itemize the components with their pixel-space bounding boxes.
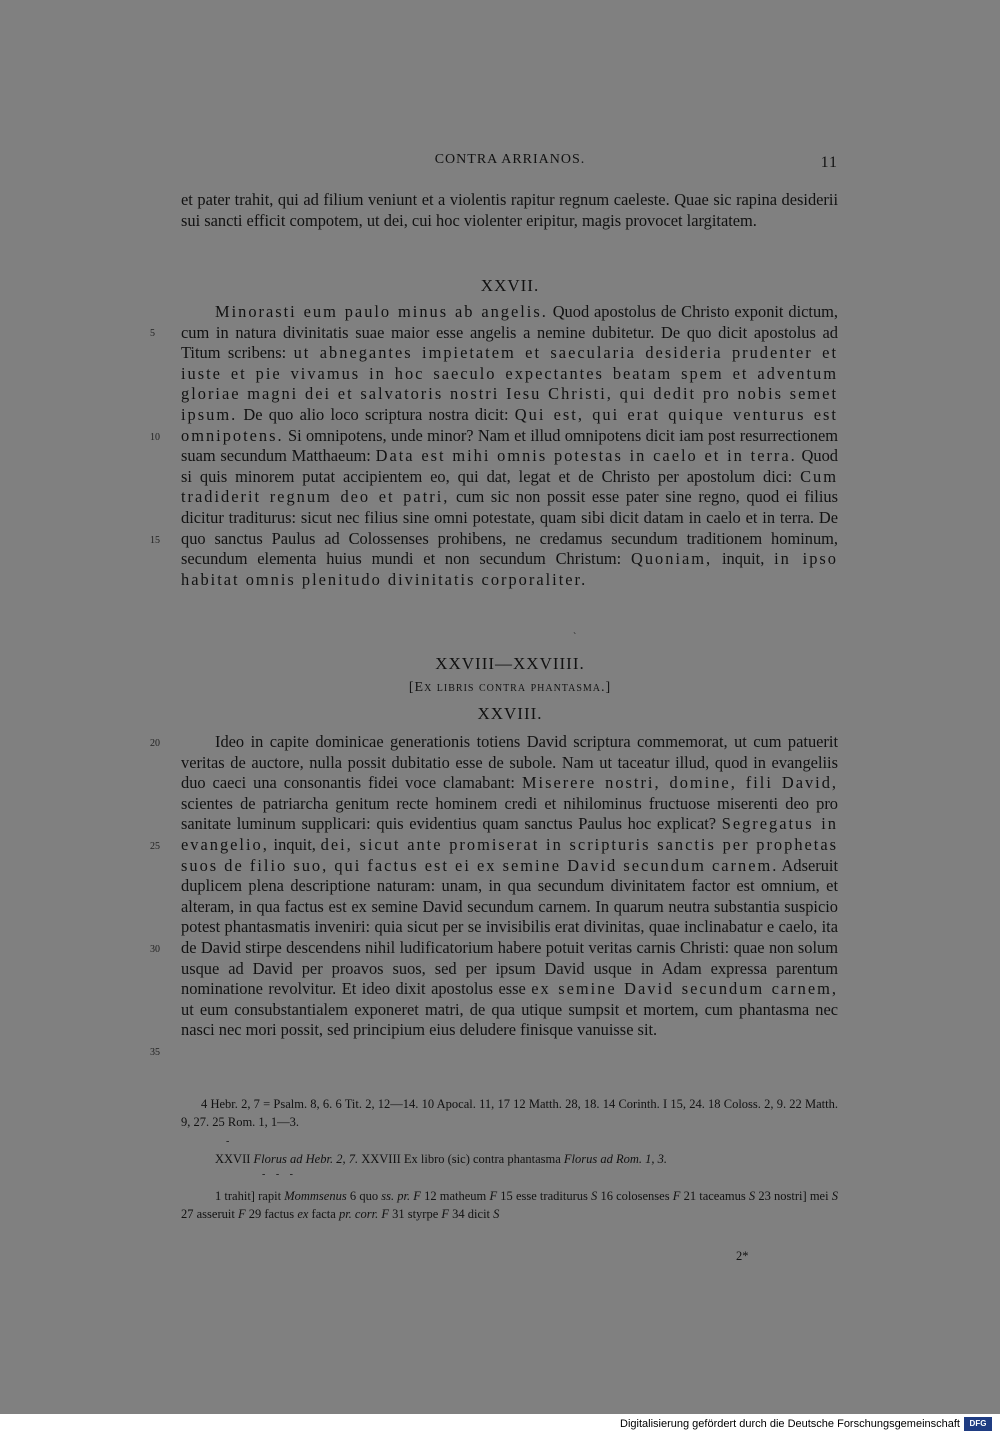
page-number: 11	[820, 154, 838, 171]
dfg-logo: DFG	[964, 1417, 992, 1431]
scripture-references: 4 Hebr. 2, 7 = Psalm. 8, 6. 6 Tit. 2, 12—14. 10 Apocal. 11, 17 12 Matth. 28, 18. 14 Corinth. I 15, 24. 18 Coloss. 2, 9. 22 Matth. 9, 27. 25 Rom. 1, 1—3.	[181, 1097, 838, 1129]
source-apparatus	[181, 1150, 838, 1168]
separator-mark: - - -	[262, 1169, 297, 1180]
text-segment: 6 quo	[346, 1189, 382, 1203]
text-segment: 23 nostri] mei	[755, 1189, 832, 1203]
emphasized-segment: Qui est, qui erat quique venturus est omnipotens.	[181, 404, 838, 445]
text-segment: Quod si quis minorem putat accipientem eo, qui dat, legat et de Christo per apostolum dici:	[181, 446, 838, 486]
text-segment: 21 taceamus	[680, 1189, 749, 1203]
text-segment: cum sic non possit esse pater sine regno, quod ei filius dicitur traditurus: sicut nec filius sine omni potestate, quam sibi dicit datam in caelo et in terra. De quo sanctus Paulus ad Colossenses prohibens, ne credamus secundum traditionem hominum, secundum elementa huius mundi et non secundum Christum:	[181, 487, 838, 569]
emphasized-segment: S	[748, 1189, 756, 1203]
section-subheading	[180, 680, 840, 696]
emphasized-segment: Florus ad Rom. 1, 3.	[563, 1152, 668, 1166]
text-segment: 34 dicit	[449, 1207, 494, 1221]
emphasized-segment: pr. corr. F	[338, 1207, 389, 1221]
text-segment: ut eum consubstantialem exponeret matri, de qua utique sumpsit et mortem, cum phantasma nec nasci nec mori possit, sed principium eius deludere finisque vanuisse sit.	[181, 999, 838, 1040]
emphasized-segment: Miserere nostri, domine, fili David,	[521, 773, 839, 793]
text-segment: Ideo in capite dominicae generationis totiens David scriptura commemorat, ut cum patuerit veritas de auctore, nulla possit dubitatio esse de subole. Nam ut taceatur illud, quod in evangeliis duo caeci una consonantis fidei voce clamabant:	[181, 732, 838, 793]
text-segment: XXVII	[215, 1152, 254, 1166]
emphasized-segment: Florus ad Hebr. 2, 7.	[253, 1152, 359, 1166]
line-number: 30	[150, 944, 160, 955]
line-number: 20	[150, 738, 160, 749]
emphasized-segment: F	[237, 1207, 246, 1221]
emphasized-segment: dei, sicut ante promiserat in scripturis sanctis per prophetas suos de filio suo, qui factus est ei ex semine David secundum carnem.	[181, 834, 839, 875]
text-segment: De quo alio loco scriptura nostra dicit:	[237, 404, 515, 424]
text-segment: 1 trahit] rapit	[215, 1189, 285, 1203]
emphasized-segment: ss. pr. F	[381, 1189, 421, 1203]
margin-tick: `	[573, 632, 577, 643]
funding-notice: Digitalisierung gefördert durch die Deutsche Forschungsgemeinschaft	[620, 1418, 960, 1430]
emphasized-segment: ex semine David secundum carnem,	[531, 979, 838, 999]
section-heading-xxviii: XXVIII.	[477, 704, 543, 723]
emphasized-segment: Quoniam,	[631, 549, 713, 569]
text-segment: Adseruit duplicem plena descriptione naturam: unam, in qua secundum divinitatem factor est omnium, et alteram, in qua factus est ex semine David secundum carnem. In quarum neutra substantia suspicio potest phantasmatis inveniri: quia sicut per se invisibilis erat divinitas, quae inclinabatur e caelo, ita de David stirpe descendens nihil ludificatorium habere potuit veritas carnis Christi: quae non solum usque ad David per proavos suos, sed per ipsum David usque in Adam expressa parentum nominatione revolvitur. Et ideo dixit apostolus esse	[181, 855, 839, 999]
text-segment: 12 matheum	[420, 1189, 490, 1203]
text-segment: 16 colosenses	[597, 1189, 673, 1203]
section-heading-xxviii-xxviiii: XXVIII—XXVIIII.	[435, 654, 585, 673]
running-head	[180, 152, 840, 176]
section-xxvii-paragraph	[181, 302, 838, 590]
emphasized-segment: ex	[297, 1207, 309, 1221]
text-segment: facta	[308, 1207, 339, 1221]
text-segment: 15 esse traditurus	[497, 1189, 592, 1203]
section-xxviii-paragraph	[181, 732, 838, 1041]
emphasized-segment: S	[831, 1189, 838, 1203]
emphasized-segment: F	[441, 1207, 450, 1221]
bracket-close: ]	[605, 680, 612, 695]
emphasized-segment: S	[591, 1189, 598, 1203]
separator-mark: -	[226, 1136, 230, 1147]
line-number: 15	[150, 535, 160, 546]
emphasized-segment: Mommsenus	[284, 1189, 347, 1203]
emphasized-segment: Segregatus in evangelio,	[181, 814, 839, 854]
sheet-signature: 2*	[736, 1249, 749, 1263]
line-number: 10	[150, 432, 160, 443]
text-segment: inquit,	[268, 834, 321, 854]
text-segment: 29 factus	[245, 1207, 298, 1221]
text-segment: 31 styrpe	[388, 1207, 442, 1221]
line-number: 5	[150, 328, 155, 339]
line-number: 25	[150, 841, 160, 852]
emphasized-segment: ut abnegantes impietatem et saecularia desideria prudenter et iuste et pie vivamus in hoc saeculo expectantes beatam spem et adventum gloriae magni dei et salvatoris nostri Iesu Christi, qui dedit pro nobis semet ipsum.	[181, 343, 838, 424]
text-segment: Quod apostolus de Christo exponit dictum, cum in natura divinitatis suae maior esse angelis a nemine dubitetur. De quo dicit apostolus ad Titum scribens:	[181, 302, 838, 363]
text-segment: 27 asseruit	[181, 1207, 238, 1221]
emphasized-segment: F	[489, 1189, 498, 1203]
subheading-text: x libris contra phantasma.	[424, 680, 606, 695]
intro-paragraph: et pater trahit, qui ad filium veniunt et a violentis rapitur regnum caeleste. Quae sic rapina desiderii sui sancti efficit compotem, ut dei, cui hoc violenter eripitur, magis provocet largitatem.	[181, 190, 838, 230]
emphasized-segment: S	[493, 1207, 500, 1221]
running-title: CONTRA ARRIANOS.	[434, 152, 586, 167]
emphasized-segment: in ipso habitat omnis plenitudo divinitatis corporaliter.	[181, 549, 838, 589]
subheading-initial: E	[414, 680, 425, 695]
text-segment: Si omnipotens, unde minor? Nam et illud omnipotens dicit iam post resurrectionem suam secundum Matthaeum:	[181, 425, 838, 466]
text-segment: XXVIII Ex libro (sic) contra phantasma	[358, 1152, 564, 1166]
variant-apparatus	[181, 1187, 838, 1223]
text-segment: scientes de patriarcha genitum recte hominem credi et nihilominus fructuose miserenti deo pro sanitate luminum supplicari: quis evidentius quam sanctus Paulus hoc explicat?	[181, 793, 838, 834]
emphasized-segment: Minorasti eum paulo minus ab angelis.	[215, 302, 548, 321]
emphasized-segment: Data est mihi omnis potestas in caelo et in terra.	[375, 446, 797, 466]
digitization-footer	[0, 1414, 1000, 1434]
emphasized-segment: Cum tradiderit regnum deo et patri,	[181, 466, 838, 507]
text-segment: inquit,	[712, 549, 775, 569]
line-number: 35	[150, 1047, 160, 1058]
bracket-open: [	[408, 680, 415, 695]
emphasized-segment: F	[672, 1189, 681, 1203]
section-heading-xxvii: XXVII.	[480, 276, 540, 295]
